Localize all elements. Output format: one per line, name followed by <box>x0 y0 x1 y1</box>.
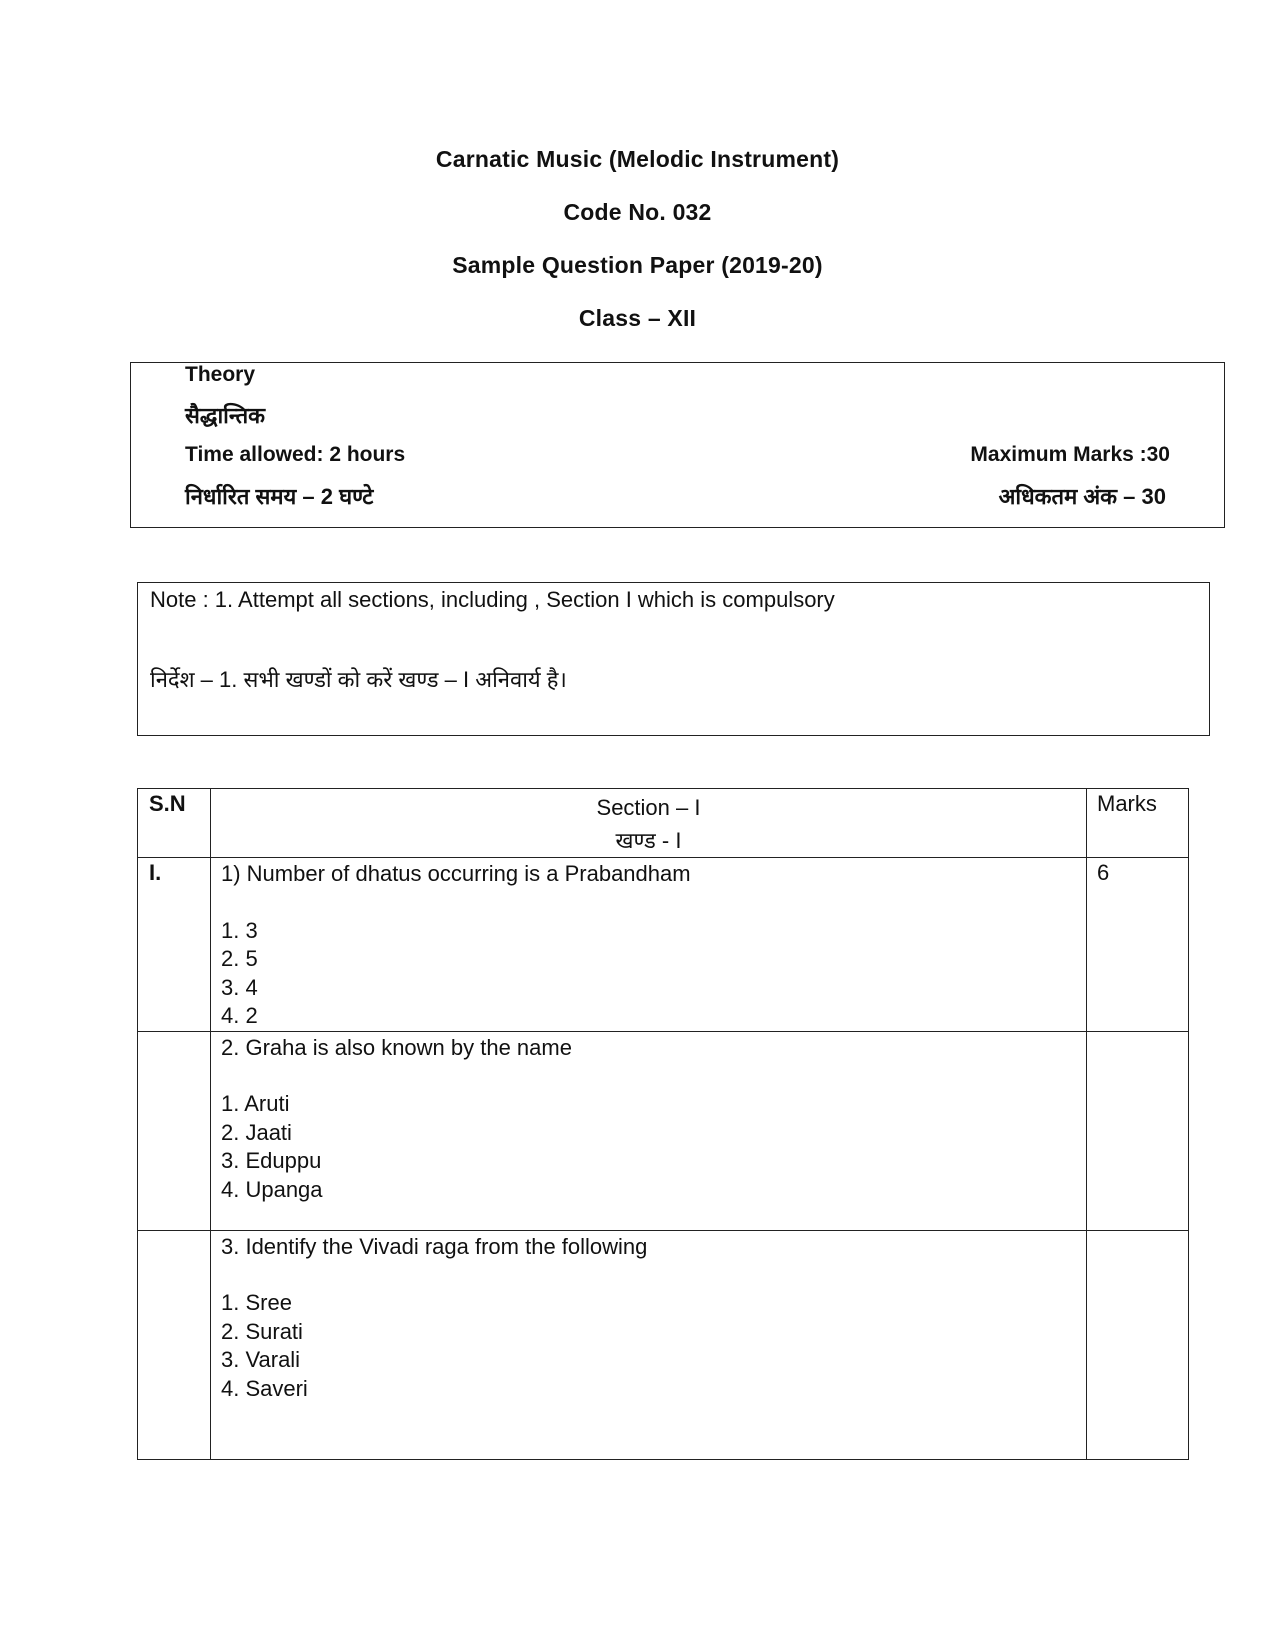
note-english: Note : 1. Attempt all sections, including , Section I which is compulsory <box>150 587 835 612</box>
subject-title: Carnatic Music (Melodic Instrument) <box>435 146 840 172</box>
time-allowed: Time allowed: 2 hours <box>185 443 406 466</box>
option-item: 2. Jaati <box>221 1119 292 1145</box>
class-title: Class – XII <box>578 305 697 331</box>
option-item: 1. 3 <box>221 917 258 943</box>
paper-title: Sample Question Paper (2019-20) <box>452 252 823 278</box>
row-marks <box>1087 1230 1189 1459</box>
option-item: 2. Surati <box>221 1318 303 1344</box>
code-number: Code No. 032 <box>563 199 712 225</box>
theory-label: Theory <box>185 363 256 386</box>
question-text: 1) Number of dhatus occurring is a Prabandham <box>221 861 691 886</box>
option-item: 3. 4 <box>221 974 258 1000</box>
row-marks <box>1087 1031 1189 1230</box>
row-sn <box>138 1031 211 1230</box>
question-cell <box>211 1230 1087 1459</box>
section-title-hindi: खण्ड - I <box>615 828 682 853</box>
section-title: Section – I <box>596 795 701 820</box>
option-item: 3. Varali <box>221 1347 301 1372</box>
instructions-box <box>137 582 1210 736</box>
question-table <box>137 788 1189 1460</box>
option-item: 4. Upanga <box>221 1176 323 1202</box>
option-item: 1. Sree <box>221 1290 292 1315</box>
option-item: 3. Eduppu <box>221 1148 322 1173</box>
table-row <box>138 1031 1189 1230</box>
exam-info-box <box>130 362 1225 528</box>
option-item: 2. 5 <box>221 946 258 971</box>
time-allowed-hindi: निर्धारित समय – 2 घण्टे <box>185 484 374 509</box>
table-row <box>138 1230 1189 1459</box>
row-marks: 6 <box>1087 858 1189 1032</box>
option-item: 1. Aruti <box>221 1091 290 1116</box>
option-item: 4. 2 <box>221 1003 258 1028</box>
option-item: 4. Saveri <box>221 1375 308 1401</box>
question-text: 2. Graha is also known by the name <box>221 1034 572 1060</box>
question-text: 3. Identify the Vivadi raga from the following <box>221 1233 648 1259</box>
table-header-row <box>138 789 1189 858</box>
question-cell <box>211 858 1087 1032</box>
row-sn: I. <box>138 858 211 1032</box>
header-section <box>211 789 1087 858</box>
header-sn: S.N <box>138 789 211 858</box>
maximum-marks-hindi: अधिकतम अंक – 30 <box>998 484 1166 509</box>
header-marks: Marks <box>1087 789 1189 858</box>
note-hindi: निर्देश – 1. सभी खण्डों को करें खण्ड – I अनिवार्य है। <box>150 667 567 692</box>
maximum-marks: Maximum Marks :30 <box>970 443 1170 466</box>
theory-label-hindi: सैद्धान्तिक <box>185 403 266 428</box>
table-row <box>138 858 1189 1032</box>
row-sn <box>138 1230 211 1459</box>
question-cell <box>211 1031 1087 1230</box>
